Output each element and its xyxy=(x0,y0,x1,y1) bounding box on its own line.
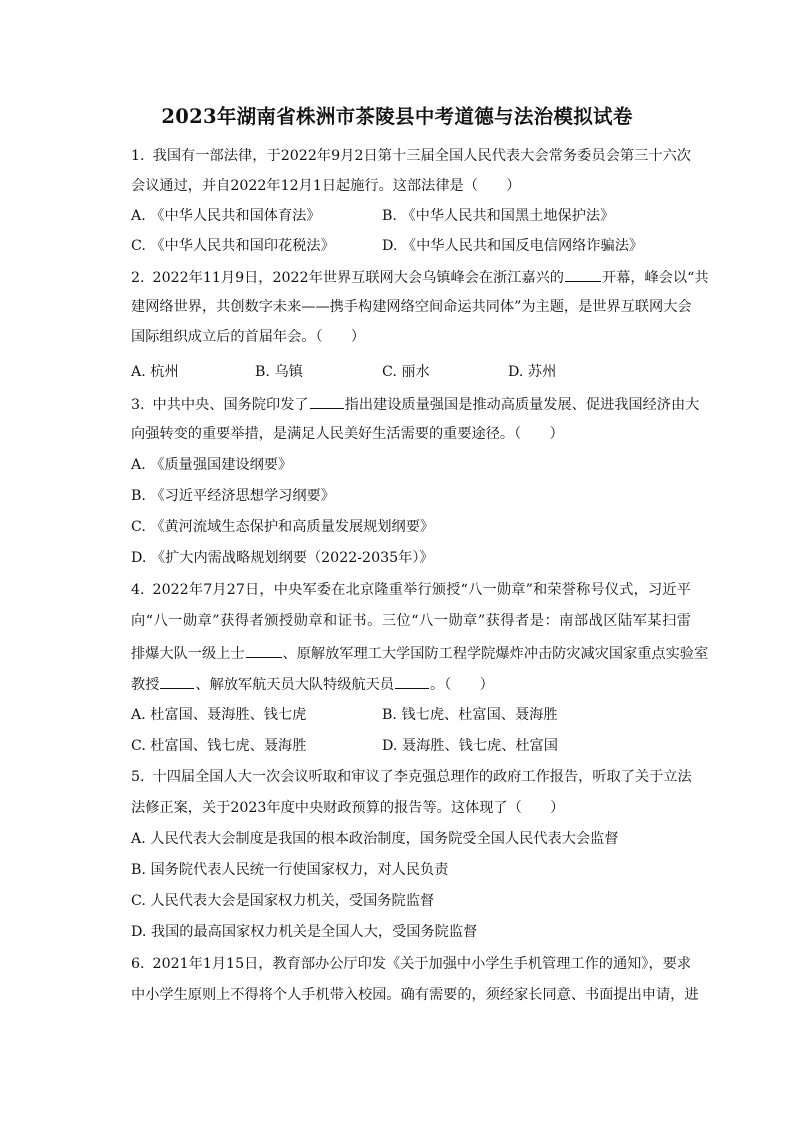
answer-blank xyxy=(246,643,282,658)
question-5-option-a: A. 人民代表大会制度是我国的根本政治制度，国务院受全国人民代表大会监督 xyxy=(131,831,619,847)
answer-blank xyxy=(565,267,601,282)
answer-blank xyxy=(310,394,344,409)
question-1-line-1: 1. 我国有一部法律，于2022年9月2日第十三届全国人民代表大会常务委员会第三十六次 xyxy=(131,148,691,164)
question-6-line-2: 中小学生原则上不得将个人手机带入校园。确有需要的，须经家长同意、书面提出申请，进 xyxy=(131,987,699,1003)
question-5-option-d: D. 我国的最高国家权力机关是全国人大，受国务院监督 xyxy=(131,924,478,940)
answer-blank xyxy=(395,674,429,689)
question-6-line-1: 6. 2021年1月15日，教育部办公厅印发《关于加强中小学生手机管理工作的通知》，要求 xyxy=(131,956,692,972)
question-4-line-4: 教授 、解放军航天员大队特级航天员 。（ ） xyxy=(131,674,691,695)
question-4-number: 4. xyxy=(131,582,145,598)
question-4-option-c: C. 杜富国、钱七虎、聂海胜 xyxy=(131,738,307,754)
question-2-option-b: B. 乌镇 xyxy=(255,364,303,380)
question-1-line-2: 会议通过，并自2022年12月1日起施行。这部法律是（ ） xyxy=(131,178,521,194)
question-3-option-a: A. 《质量强国建设纲要》 xyxy=(131,457,293,473)
question-3-line-2: 向强转变的重要举措，是满足人民美好生活需要的重要途径。（ ） xyxy=(131,426,564,442)
question-1-option-b: B. 《中华人民共和国黑土地保护法》 xyxy=(382,208,615,224)
question-2-option-a: A. 杭州 xyxy=(131,364,179,380)
question-3-option-d: D. 《扩大内需战略规划纲要（2022-2035年）》 xyxy=(131,550,434,566)
question-5-option-c: C. 人民代表大会是国家权力机关，受国务院监督 xyxy=(131,893,435,909)
question-2-line-1: 2. 2022年11月9日，2022年世界互联网大会乌镇峰会在浙江嘉兴的 开幕，峰会以“共 xyxy=(131,267,691,288)
question-2-line-3: 国际组织成立后的首届年会。（ ） xyxy=(131,329,366,345)
question-6-number: 6. xyxy=(131,956,145,972)
question-1-number: 1. xyxy=(131,148,145,164)
question-4-line-2: 向“八一勋章”获得者颁授勋章和证书。三位“八一勋章”获得者是：南部战区陆军某扫雷 xyxy=(131,613,691,629)
exam-title: 2023年湖南省株洲市茶陵县中考道德与法治模拟试卷 xyxy=(161,105,633,128)
question-4-option-d: D. 聂海胜、钱七虎、杜富国 xyxy=(382,738,558,754)
question-3-option-c: C. 《黄河流域生态保护和高质量发展规划纲要》 xyxy=(131,519,435,535)
question-2-number: 2. xyxy=(131,270,145,286)
question-4-option-a: A. 杜富国、聂海胜、钱七虎 xyxy=(131,707,307,723)
question-5-number: 5. xyxy=(131,769,145,785)
question-2-option-c: C. 丽水 xyxy=(382,364,430,380)
question-3-line-1: 3. 中共中央、国务院印发了 指出建设质量强国是推动高质量发展、促进我国经济由大 xyxy=(131,394,691,415)
answer-blank xyxy=(160,674,194,689)
question-3-option-b: B. 《习近平经济思想学习纲要》 xyxy=(131,488,335,504)
question-5-option-b: B. 国务院代表人民统一行使国家权力，对人民负责 xyxy=(131,862,449,878)
question-5-line-2: 法修正案，关于2023年度中央财政预算的报告等。这体现了（ ） xyxy=(131,800,565,816)
question-1-option-c: C. 《中华人民共和国印花税法》 xyxy=(131,238,335,254)
question-4-line-1: 4. 2022年7月27日，中央军委在北京隆重举行颁授“八一勋章”和荣誉称号仪式，习近平 xyxy=(131,582,691,598)
question-2-line-2: 建网络世界，共创数字未来——携手构建网络空间命运共同体”为主题，是世界互联网大会 xyxy=(131,299,692,315)
question-1-option-d: D. 《中华人民共和国反电信网络诈骗法》 xyxy=(382,238,644,254)
question-2-option-d: D. 苏州 xyxy=(508,364,557,380)
question-1-option-a: A. 《中华人民共和国体育法》 xyxy=(131,208,321,224)
question-3-number: 3. xyxy=(131,397,145,413)
question-4-line-3: 排爆大队一级上士 、原解放军理工大学国防工程学院爆炸冲击防灾减灾国家重点实验室 xyxy=(131,643,691,664)
question-5-line-1: 5. 十四届全国人大一次会议听取和审议了李克强总理作的政府工作报告，听取了关于立法 xyxy=(131,769,692,785)
question-4-option-b: B. 钱七虎、杜富国、聂海胜 xyxy=(382,707,558,723)
